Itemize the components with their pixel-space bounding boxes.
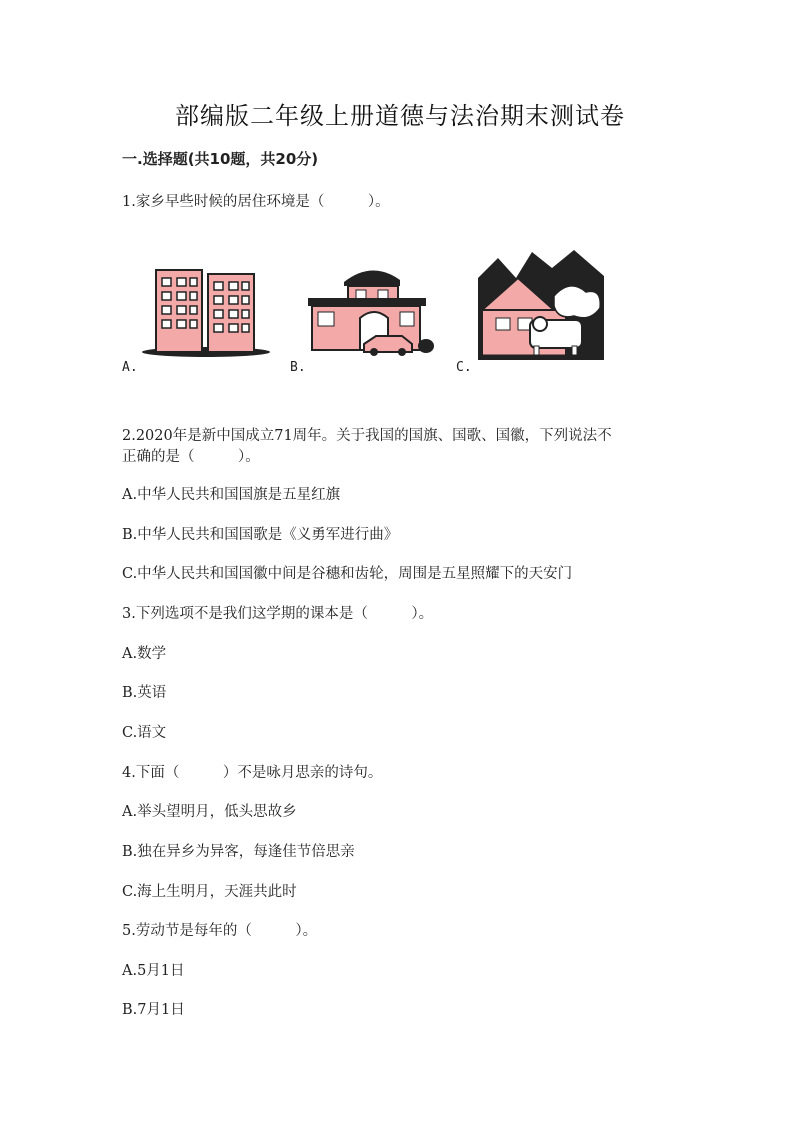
question-2-option-c: C.中华人民共和国国徽中间是谷穗和齿轮，周围是五星照耀下的天安门 [122, 566, 573, 582]
section-heading: 一.选择题(共10题，共20分) [122, 150, 319, 168]
question-5-option-a: A.5月1日 [122, 963, 185, 979]
question-5-option-b: B.7月1日 [122, 1002, 185, 1018]
page-title: 部编版二年级上册道德与法治期末测试卷 [175, 102, 625, 130]
question-2-option-b: B.中华人民共和国国歌是《义勇军进行曲》 [122, 527, 399, 543]
question-4-option-b: B.独在异乡为异客，每逢佳节倍思亲 [122, 844, 355, 860]
question-4-option-a: A.举头望明月，低头思故乡 [122, 804, 297, 820]
question-2-text-line2: 正确的是（ ）。 [122, 449, 260, 465]
question-1-option-c-label: C. [456, 360, 472, 375]
apartment-buildings-icon [140, 262, 272, 358]
question-2-option-a: A.中华人民共和国国旗是五星红旗 [122, 487, 341, 503]
question-5-text: 5.劳动节是每年的（ ）。 [122, 923, 318, 939]
question-2-text-line1: 2.2020年是新中国成立71周年。关于我国的国旗、国歌、国徽，下列说法不 [122, 428, 612, 444]
question-1-text: 1.家乡早些时候的居住环境是（ ）。 [122, 194, 390, 210]
question-3-option-c: C.语文 [122, 725, 167, 741]
question-1-option-b-label: B. [290, 360, 306, 375]
question-1-option-a-label: A. [122, 360, 138, 375]
question-3-option-a: A.数学 [122, 646, 167, 662]
question-3-text: 3.下列选项不是我们这学期的课本是（ ）。 [122, 606, 434, 622]
mountain-village-with-cow-icon [478, 248, 604, 360]
question-4-text: 4.下面（ ）不是咏月思亲的诗句。 [122, 765, 383, 781]
house-with-car-icon [304, 262, 436, 358]
question-4-option-c: C.海上生明月，天涯共此时 [122, 884, 297, 900]
question-3-option-b: B.英语 [122, 685, 167, 701]
